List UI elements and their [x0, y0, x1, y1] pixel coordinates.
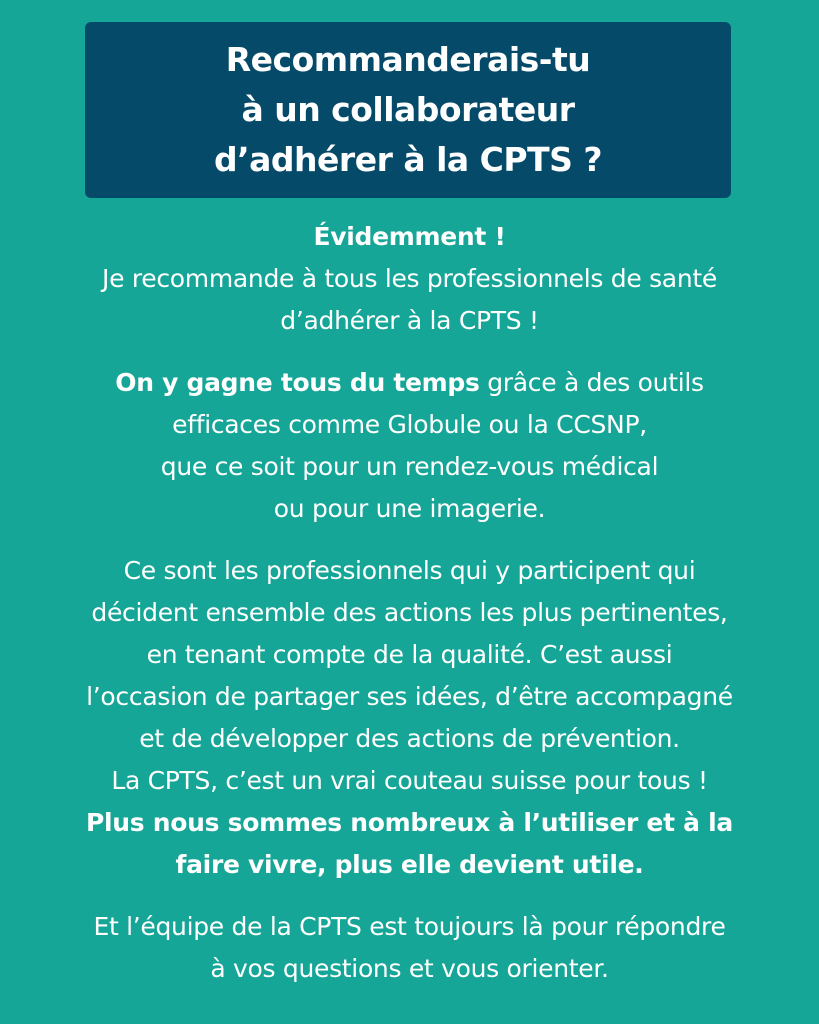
time-saving-rest: grâce à des outils	[479, 368, 704, 397]
intro-exclamation: Évidemment !	[313, 222, 506, 251]
paragraph-time-saving	[0, 362, 819, 530]
title-line-3: d’adhérer à la CPTS ?	[214, 140, 602, 179]
paragraph-participation	[0, 550, 819, 886]
time-saving-line-4: ou pour une imagerie.	[273, 494, 546, 523]
participation-line-3: en tenant compte de la qualité. C’est aussi	[146, 640, 673, 669]
participation-highlight-1: Plus nous sommes nombreux à l’utiliser et à la	[86, 808, 733, 837]
team-line-1: Et l’équipe de la CPTS est toujours là pour répondre	[93, 912, 726, 941]
participation-line-1: Ce sont les professionnels qui y participent qui	[123, 556, 696, 585]
time-saving-line-1	[0, 362, 819, 404]
intro-line-3: d’adhérer à la CPTS !	[280, 306, 539, 335]
paragraph-team	[0, 906, 819, 990]
time-saving-line-3: que ce soit pour un rendez-vous médical	[160, 452, 659, 481]
intro-line-2: Je recommande à tous les professionnels de santé	[102, 264, 717, 293]
participation-line-4: l’occasion de partager ses idées, d’être accompagné	[86, 682, 733, 711]
title-line-2: à un collaborateur	[241, 90, 575, 129]
paragraph-intro	[0, 216, 819, 342]
participation-line-5: et de développer des actions de prévention.	[139, 724, 680, 753]
participation-line-2: décident ensemble des actions les plus pertinentes,	[91, 598, 728, 627]
title-line-1: Recommanderais-tu	[225, 40, 591, 79]
time-saving-line-2: efficaces comme Globule ou la CCSNP,	[172, 410, 647, 439]
team-line-2: à vos questions et vous orienter.	[210, 954, 609, 983]
time-saving-highlight: On y gagne tous du temps	[115, 368, 480, 397]
participation-highlight-2: faire vivre, plus elle devient utile.	[175, 850, 644, 879]
participation-line-6: La CPTS, c’est un vrai couteau suisse pour tous !	[111, 766, 708, 795]
answer-text	[0, 216, 819, 990]
title-banner	[85, 22, 731, 198]
